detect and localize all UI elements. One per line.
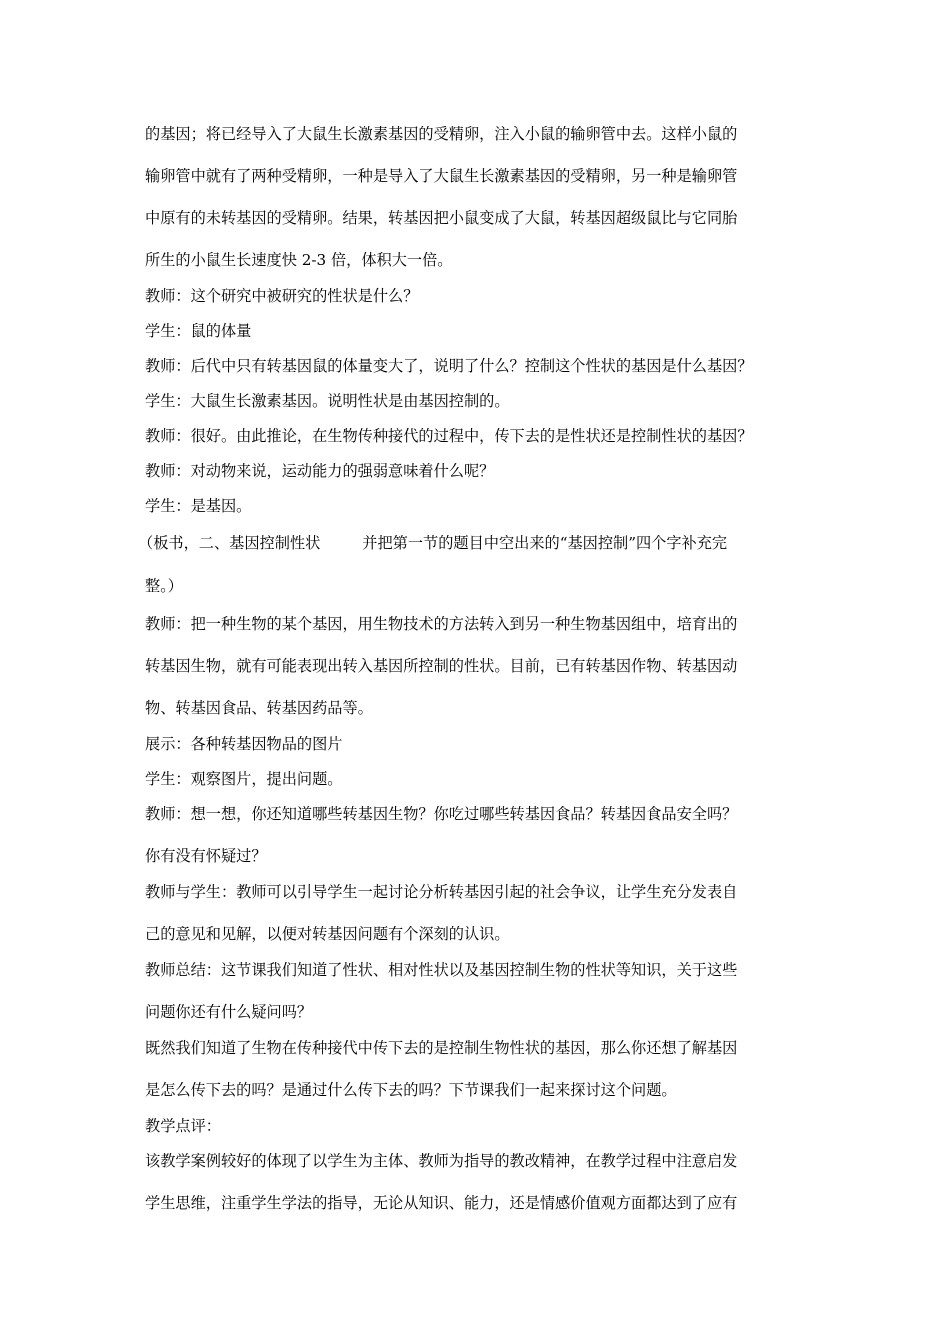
text-line: 转基因生物，就有可能表现出转入基因所控制的性状。目前，已有转基因作物、转基因动 (145, 657, 738, 675)
board-note-part: （板书，二、基因控制性状 (138, 534, 321, 552)
text-line: 展示：各种转基因物品的图片 (145, 735, 343, 753)
text-line: 既然我们知道了生物在传种接代中传下去的是控制生物性状的基因，那么你还想了解基因 (145, 1039, 738, 1057)
text-line: 的基因；将已经导入了大鼠生长激素基因的受精卵，注入小鼠的输卵管中去。这样小鼠的 (145, 125, 738, 143)
text-line: 学生：观察图片，提出问题。 (145, 770, 343, 788)
section-heading: 教学点评： (145, 1117, 221, 1135)
text-line: 教师与学生：教师可以引导学生一起讨论分析转基因引起的社会争议，让学生充分发表自 (145, 883, 738, 901)
text-line: 学生思维，注重学生学法的指导，无论从知识、能力，还是情感价值观方面都达到了应有 (145, 1194, 738, 1212)
text-line: 教师：这个研究中被研究的性状是什么？ (145, 287, 419, 305)
text-line: 是怎么传下去的吗？是通过什么传下去的吗？下节课我们一起来探讨这个问题。 (145, 1081, 677, 1099)
text-line: 物、转基因食品、转基因药品等。 (145, 699, 373, 717)
text-line: 教师：后代中只有转基因鼠的体量变大了，说明了什么？控制这个性状的基因是什么基因？ (145, 357, 753, 375)
text-line: 学生：鼠的体量 (145, 322, 252, 340)
text-line: 所生的小鼠生长速度快 2-3 倍，体积大一倍。 (145, 251, 453, 269)
board-note-line (138, 533, 808, 553)
text-line: 学生：大鼠生长激素基因。说明性状是由基因控制的。 (145, 392, 510, 410)
text-line: 中原有的未转基因的受精卵。结果，转基因把小鼠变成了大鼠，转基因超级鼠比与它同胎 (145, 209, 738, 227)
text-line: 教师：很好。由此推论，在生物传种接代的过程中，传下去的是性状还是控制性状的基因？ (145, 427, 753, 445)
text-line: 整。） (145, 577, 183, 595)
text-line: 你有没有怀疑过？ (145, 847, 267, 865)
text-line: 问题你还有什么疑问吗？ (145, 1003, 313, 1021)
text-line: 输卵管中就有了两种受精卵，一种是导入了大鼠生长激素基因的受精卵，另一种是输卵管 (145, 167, 738, 185)
board-note-part: 并把第一节的题目中空出来的“基因控制”四个字补充完 (362, 534, 728, 552)
text-line: 该教学案例较好的体现了以学生为主体、教师为指导的教改精神，在教学过程中注意启发 (145, 1152, 738, 1170)
text-line: 学生：是基因。 (145, 497, 252, 515)
text-line: 教师：把一种生物的某个基因，用生物技术的方法转入到另一种生物基因组中，培育出的 (145, 615, 738, 633)
text-line: 教师：对动物来说，运动能力的强弱意味着什么呢？ (145, 462, 495, 480)
text-line: 教师：想一想，你还知道哪些转基因生物？你吃过哪些转基因食品？转基因食品安全吗？ (145, 805, 738, 823)
text-line: 己的意见和见解，以便对转基因问题有个深刻的认识。 (145, 925, 510, 943)
text-line: 教师总结：这节课我们知道了性状、相对性状以及基因控制生物的性状等知识，关于这些 (145, 961, 738, 979)
